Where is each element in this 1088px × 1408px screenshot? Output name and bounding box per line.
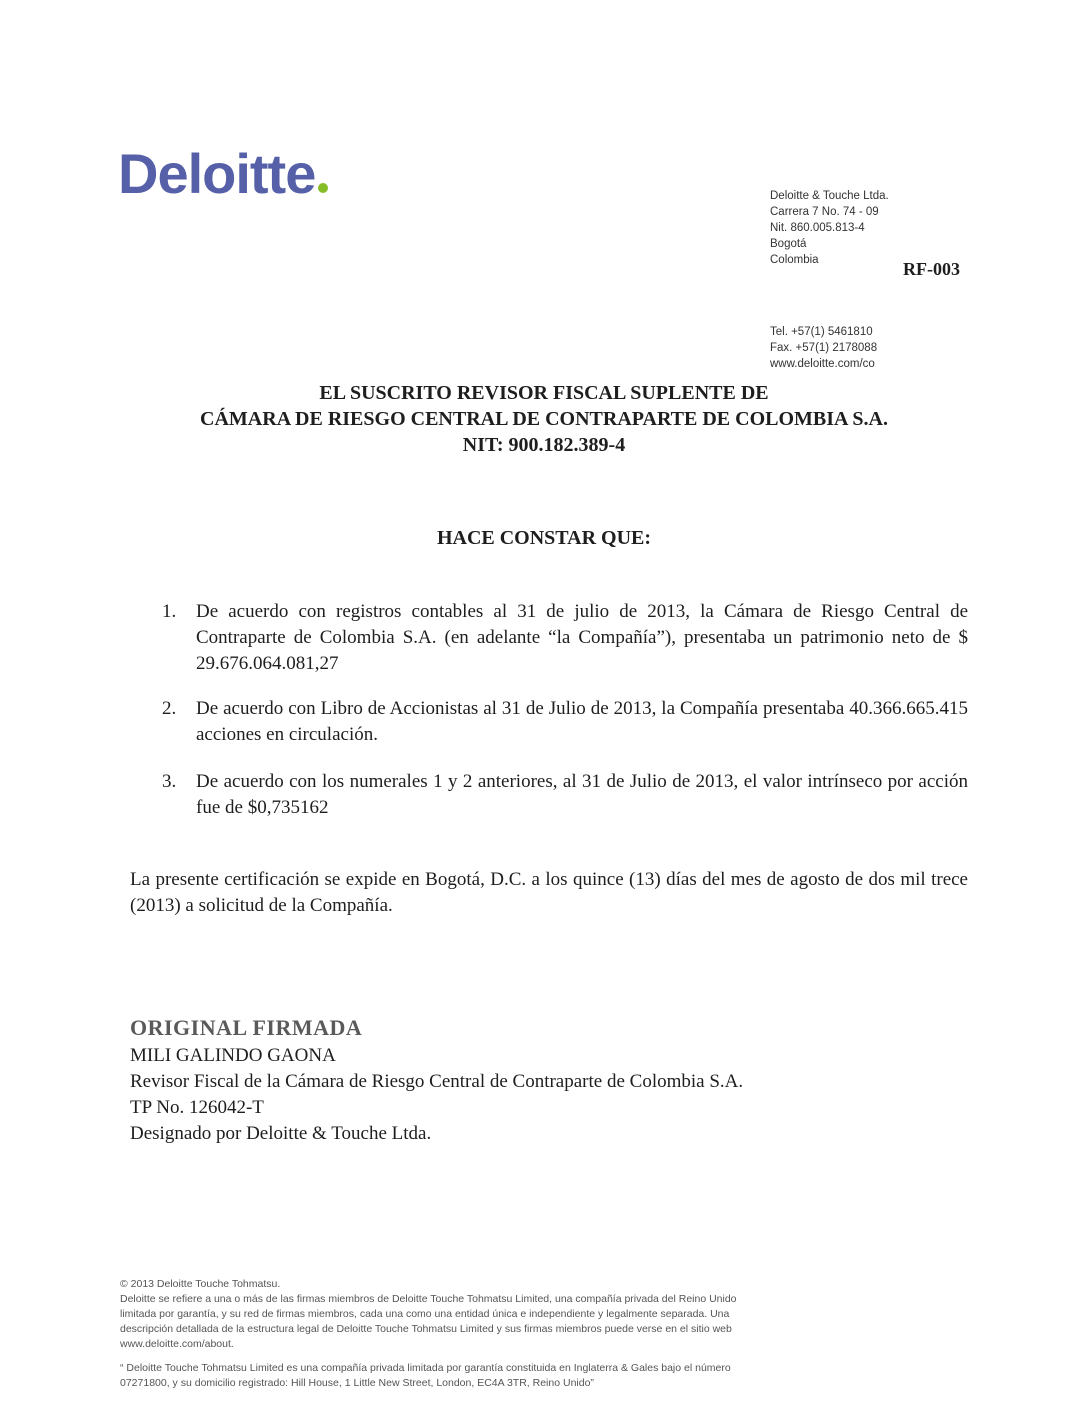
company-contact <box>770 324 877 372</box>
list-item <box>162 769 968 821</box>
footer-copyright: © 2013 Deloitte Touche Tohmatsu. <box>120 1278 281 1290</box>
address-line: Deloitte & Touche Ltda. <box>770 190 889 202</box>
contact-fax: Fax. +57(1) 2178088 <box>770 342 878 354</box>
deloitte-logo <box>118 142 328 205</box>
address-line: Nit. 860.005.813-4 <box>770 222 865 234</box>
logo-text: Deloitte <box>118 142 316 205</box>
signer-designated: Designado por Deloitte & Touche Ltda. <box>130 1123 432 1144</box>
document-code: RF-003 <box>903 259 960 279</box>
legal-footer <box>120 1277 770 1391</box>
title-line-3: NIT: 900.182.389-4 <box>462 434 626 456</box>
footer-paragraph: Deloitte se refiere a una o más de las firmas miembros de Deloitte Touche Tohmatsu Limited, una compañía privada del Reino Unido limitada por garantía, y su red de firmas miembros, cada una como una entidad única e independiente y legalmente separada. Una descripción detallada de la estructura legal de Deloitte Touche Tohmatsu Limited y sus firmas miembros puede verse en el sitio web www.deloitte.com/about. <box>120 1293 737 1350</box>
signer-role: Revisor Fiscal de la Cámara de Riesgo Central de Contraparte de Colombia S.A. <box>130 1071 744 1092</box>
contact-phone: Tel. +57(1) 5461810 <box>770 326 873 338</box>
list-item <box>162 696 968 748</box>
signer-tp: TP No. 126042-T <box>130 1097 264 1118</box>
signer-name: MILI GALINDO GAONA <box>130 1045 336 1066</box>
address-line: Bogotá <box>770 238 807 250</box>
item-number: 2. <box>162 698 177 719</box>
subtitle: HACE CONSTAR QUE: <box>436 527 652 549</box>
signature-stamp: ORIGINAL FIRMADA <box>130 1015 363 1040</box>
address-line: Carrera 7 No. 74 - 09 <box>770 206 879 218</box>
closing-paragraph: La presente certificación se expide en Bogotá, D.C. a los quince (13) días del mes de agosto de dos mil trece (2013) a solicitud de la Compañía. <box>130 869 968 916</box>
footer-paragraph: “ Deloitte Touche Tohmatsu Limited es una compañía privada limitada por garantía constituida en Inglaterra & Gales bajo el número 07271800, y su domicilio registrado: Hill House, 1 Little New Street, London, EC4A 3TR, Reino Unido” <box>120 1362 731 1389</box>
logo-dot-icon <box>318 183 328 193</box>
item-text: De acuerdo con los numerales 1 y 2 anteriores, al 31 de Julio de 2013, el valor intrínseco por acción fue de $0,735162 <box>196 771 968 818</box>
title-line-1: EL SUSCRITO REVISOR FISCAL SUPLENTE DE <box>319 382 769 404</box>
title-line-2: CÁMARA DE RIESGO CENTRAL DE CONTRAPARTE DE COLOMBIA S.A. <box>200 408 888 430</box>
contact-website: www.deloitte.com/co <box>770 358 875 370</box>
item-number: 3. <box>162 771 177 792</box>
company-address <box>770 188 889 268</box>
item-number: 1. <box>162 601 177 622</box>
signer-block <box>130 1043 743 1147</box>
list-item <box>162 599 968 677</box>
address-line: Colombia <box>770 254 819 266</box>
item-text: De acuerdo con registros contables al 31 de julio de 2013, la Cámara de Riesgo Central de Contraparte de Colombia S.A. (en adelante “la Compañía”), presentaba un patrimonio neto de $ 29.676.064.081,27 <box>196 601 968 674</box>
item-text: De acuerdo con Libro de Accionistas al 31 de Julio de 2013, la Compañía presentaba 40.366.665.415 acciones en circulación. <box>196 698 968 745</box>
